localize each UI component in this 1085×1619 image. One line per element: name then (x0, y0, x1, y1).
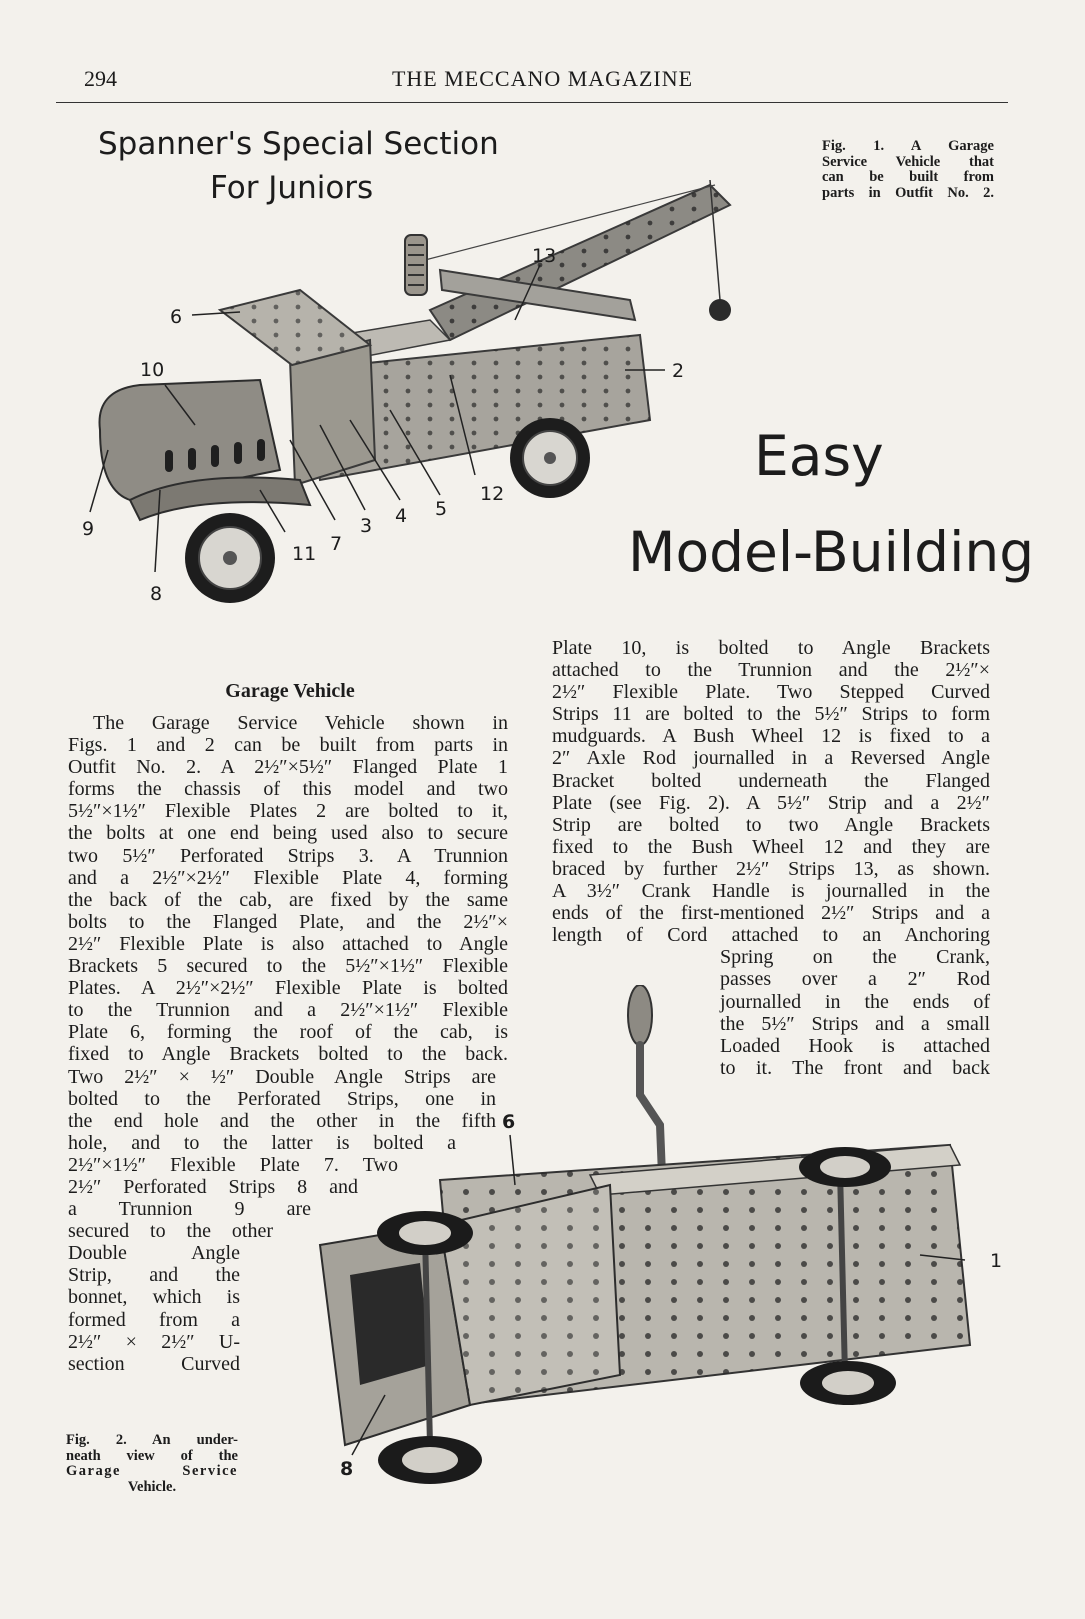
text-line: section Curved (68, 1352, 240, 1375)
text-line: Strip, and the (68, 1264, 240, 1287)
text-line: hole, and to the latter is bolted a (68, 1131, 456, 1154)
text-line: Strip are bolted to two Angle Brackets (552, 813, 990, 836)
text-line: bonnet, which is (68, 1286, 240, 1309)
text-line: 2½″×1½″ Flexible Plate 7. Two (68, 1153, 398, 1176)
text-line: 2″ Axle Rod journalled in a Reversed Angle (552, 747, 990, 770)
fig1-label: 2 (672, 360, 685, 382)
crank-spring (405, 235, 427, 295)
fig1-caption-line: Fig. 1. A Garage (822, 138, 994, 154)
text-line: journalled in the ends of (720, 990, 990, 1013)
fig1-label: 7 (330, 533, 343, 555)
fig1-label: 5 (435, 498, 448, 520)
text-line: braced by further 2½″ Strips 13, as shown. (552, 857, 990, 880)
text-line: a Trunnion 9 are (68, 1198, 311, 1221)
text-line: Figs. 1 and 2 can be built from parts in (68, 734, 508, 757)
fig1-label: 11 (292, 543, 317, 565)
fig1-label: 8 (150, 583, 163, 605)
rear-wheel (510, 418, 590, 498)
section-title-line2: For Juniors (210, 170, 374, 206)
text-line: 2½″ Flexible Plate. Two Stepped Curved (552, 681, 990, 704)
front-right-wheel (378, 1436, 482, 1484)
text-line: the back of the cab, are fixed by the same (68, 888, 508, 911)
text-line: attached to the Trunnion and the 2½″× (552, 659, 990, 682)
text-line: the 5½″ Strips and a small (720, 1012, 990, 1035)
text-line: fixed to the Bush Wheel 12 and they are (552, 835, 990, 858)
text-line: Plate (see Fig. 2). A 5½″ Strip and a 2½″ (552, 791, 990, 814)
fig1-label: 10 (140, 359, 165, 381)
text-line: 2½″ Perforated Strips 8 and (68, 1175, 358, 1198)
fig1-caption-line: Service Vehicle that (822, 153, 994, 170)
fig1-caption-line: parts in Outfit No. 2. (822, 184, 994, 201)
rear-left-wheel (799, 1147, 891, 1187)
title-model-building: Model-Building (628, 520, 1035, 584)
text-line: Plates. A 2½″×2½″ Flexible Plate is bolted (68, 977, 508, 1000)
text-line: secured to the other (68, 1220, 273, 1243)
fig1-caption-line: can be built from (822, 169, 994, 185)
text-line: 5½″×1½″ Flexible Plates 2 are bolted to it, (68, 800, 508, 823)
text-line: 2½″ × 2½″ U- (68, 1330, 240, 1353)
text-line: Plate 6, forming the roof of the cab, is (68, 1021, 508, 1044)
text-line: fixed to Angle Brackets bolted to the back. (68, 1043, 508, 1066)
bonnet (100, 380, 311, 520)
text-line: mudguards. A Bush Wheel 12 is fixed to a (552, 725, 990, 748)
fig2-label: 1 (990, 1250, 1003, 1272)
crane-jib (425, 180, 731, 340)
fig2-caption-line: Vehicle. (127, 1478, 177, 1495)
fig2-label: 8 (340, 1458, 354, 1480)
text-line: Loaded Hook is attached (720, 1034, 990, 1057)
text-line: 2½″ Flexible Plate is also attached to Angle (68, 932, 508, 955)
front-left-wheel (377, 1211, 473, 1255)
text-line: bolts to the Flanged Plate, and the 2½″× (68, 910, 508, 933)
text-line: Two 2½″ × ½″ Double Angle Strips are (68, 1065, 496, 1088)
fig1-label: 3 (360, 515, 373, 537)
fig2-underneath-view-illustration (300, 985, 1020, 1525)
page-number: 294 (84, 66, 117, 91)
fig2-caption (66, 1433, 238, 1495)
text-line: and a 2½″×2½″ Flexible Plate 4, forming (68, 866, 508, 889)
fig2-label: 6 (502, 1111, 516, 1133)
text-line: the bolts at one end being used also to secure (68, 822, 508, 845)
text-line: The Garage Service Vehicle shown in (93, 712, 508, 734)
fig1-caption (822, 139, 994, 201)
fig1-label: 9 (82, 518, 95, 540)
rear-right-wheel (800, 1361, 896, 1405)
fig1-label: 6 (170, 306, 183, 328)
fig2-caption-line: Garage Service (66, 1463, 238, 1479)
text-line: to it. The front and back (720, 1056, 990, 1079)
text-line: passes over a 2″ Rod (720, 968, 990, 991)
fig1-label: 4 (395, 505, 408, 527)
title-easy: Easy (754, 424, 884, 488)
text-line: Bracket bolted underneath the Flanged (552, 769, 990, 792)
text-line: two 5½″ Perforated Strips 3. A Trunnion (68, 844, 508, 867)
text-line: to the Trunnion and a 2½″×1½″ Flexible (68, 999, 508, 1022)
text-line: the end hole and the other in the fifth (68, 1109, 496, 1132)
section-title-line1: Spanner's Special Section (98, 126, 499, 162)
running-title: THE MECCANO MAGAZINE (391, 66, 694, 91)
text-line: forms the chassis of this model and two (68, 778, 508, 801)
header-rule (56, 102, 1008, 103)
fig2-caption-line: neath view of the (66, 1447, 238, 1464)
text-line: Spring on the Crank, (720, 946, 990, 969)
text-line: bolted to the Perforated Strips, one in (68, 1087, 496, 1110)
text-line: ends of the first-mentioned 2½″ Strips and a (552, 902, 990, 925)
cab-underside (320, 1185, 620, 1445)
fig2-caption-line: Fig. 2. An under- (66, 1432, 238, 1448)
text-line: Plate 10, is bolted to Angle Brackets (552, 637, 990, 659)
front-wheel (185, 513, 275, 603)
text-line: length of Cord attached to an Anchoring (552, 924, 990, 947)
text-line: Strips 11 are bolted to the 5½″ Strips to form (552, 703, 990, 726)
text-line: Double Angle (68, 1242, 240, 1265)
fig1-label: 12 (480, 483, 505, 505)
text-line: formed from a (68, 1308, 240, 1331)
text-line: Brackets 5 secured to the 5½″×1½″ Flexible (68, 955, 508, 978)
fig1-label: 13 (532, 245, 557, 267)
text-line: A 3½″ Crank Handle is journalled in the (552, 880, 990, 903)
article-heading: Garage Vehicle (225, 680, 355, 702)
text-line: Outfit No. 2. A 2½″×5½″ Flanged Plate 1 (68, 756, 508, 779)
crank-handle (628, 985, 662, 1175)
